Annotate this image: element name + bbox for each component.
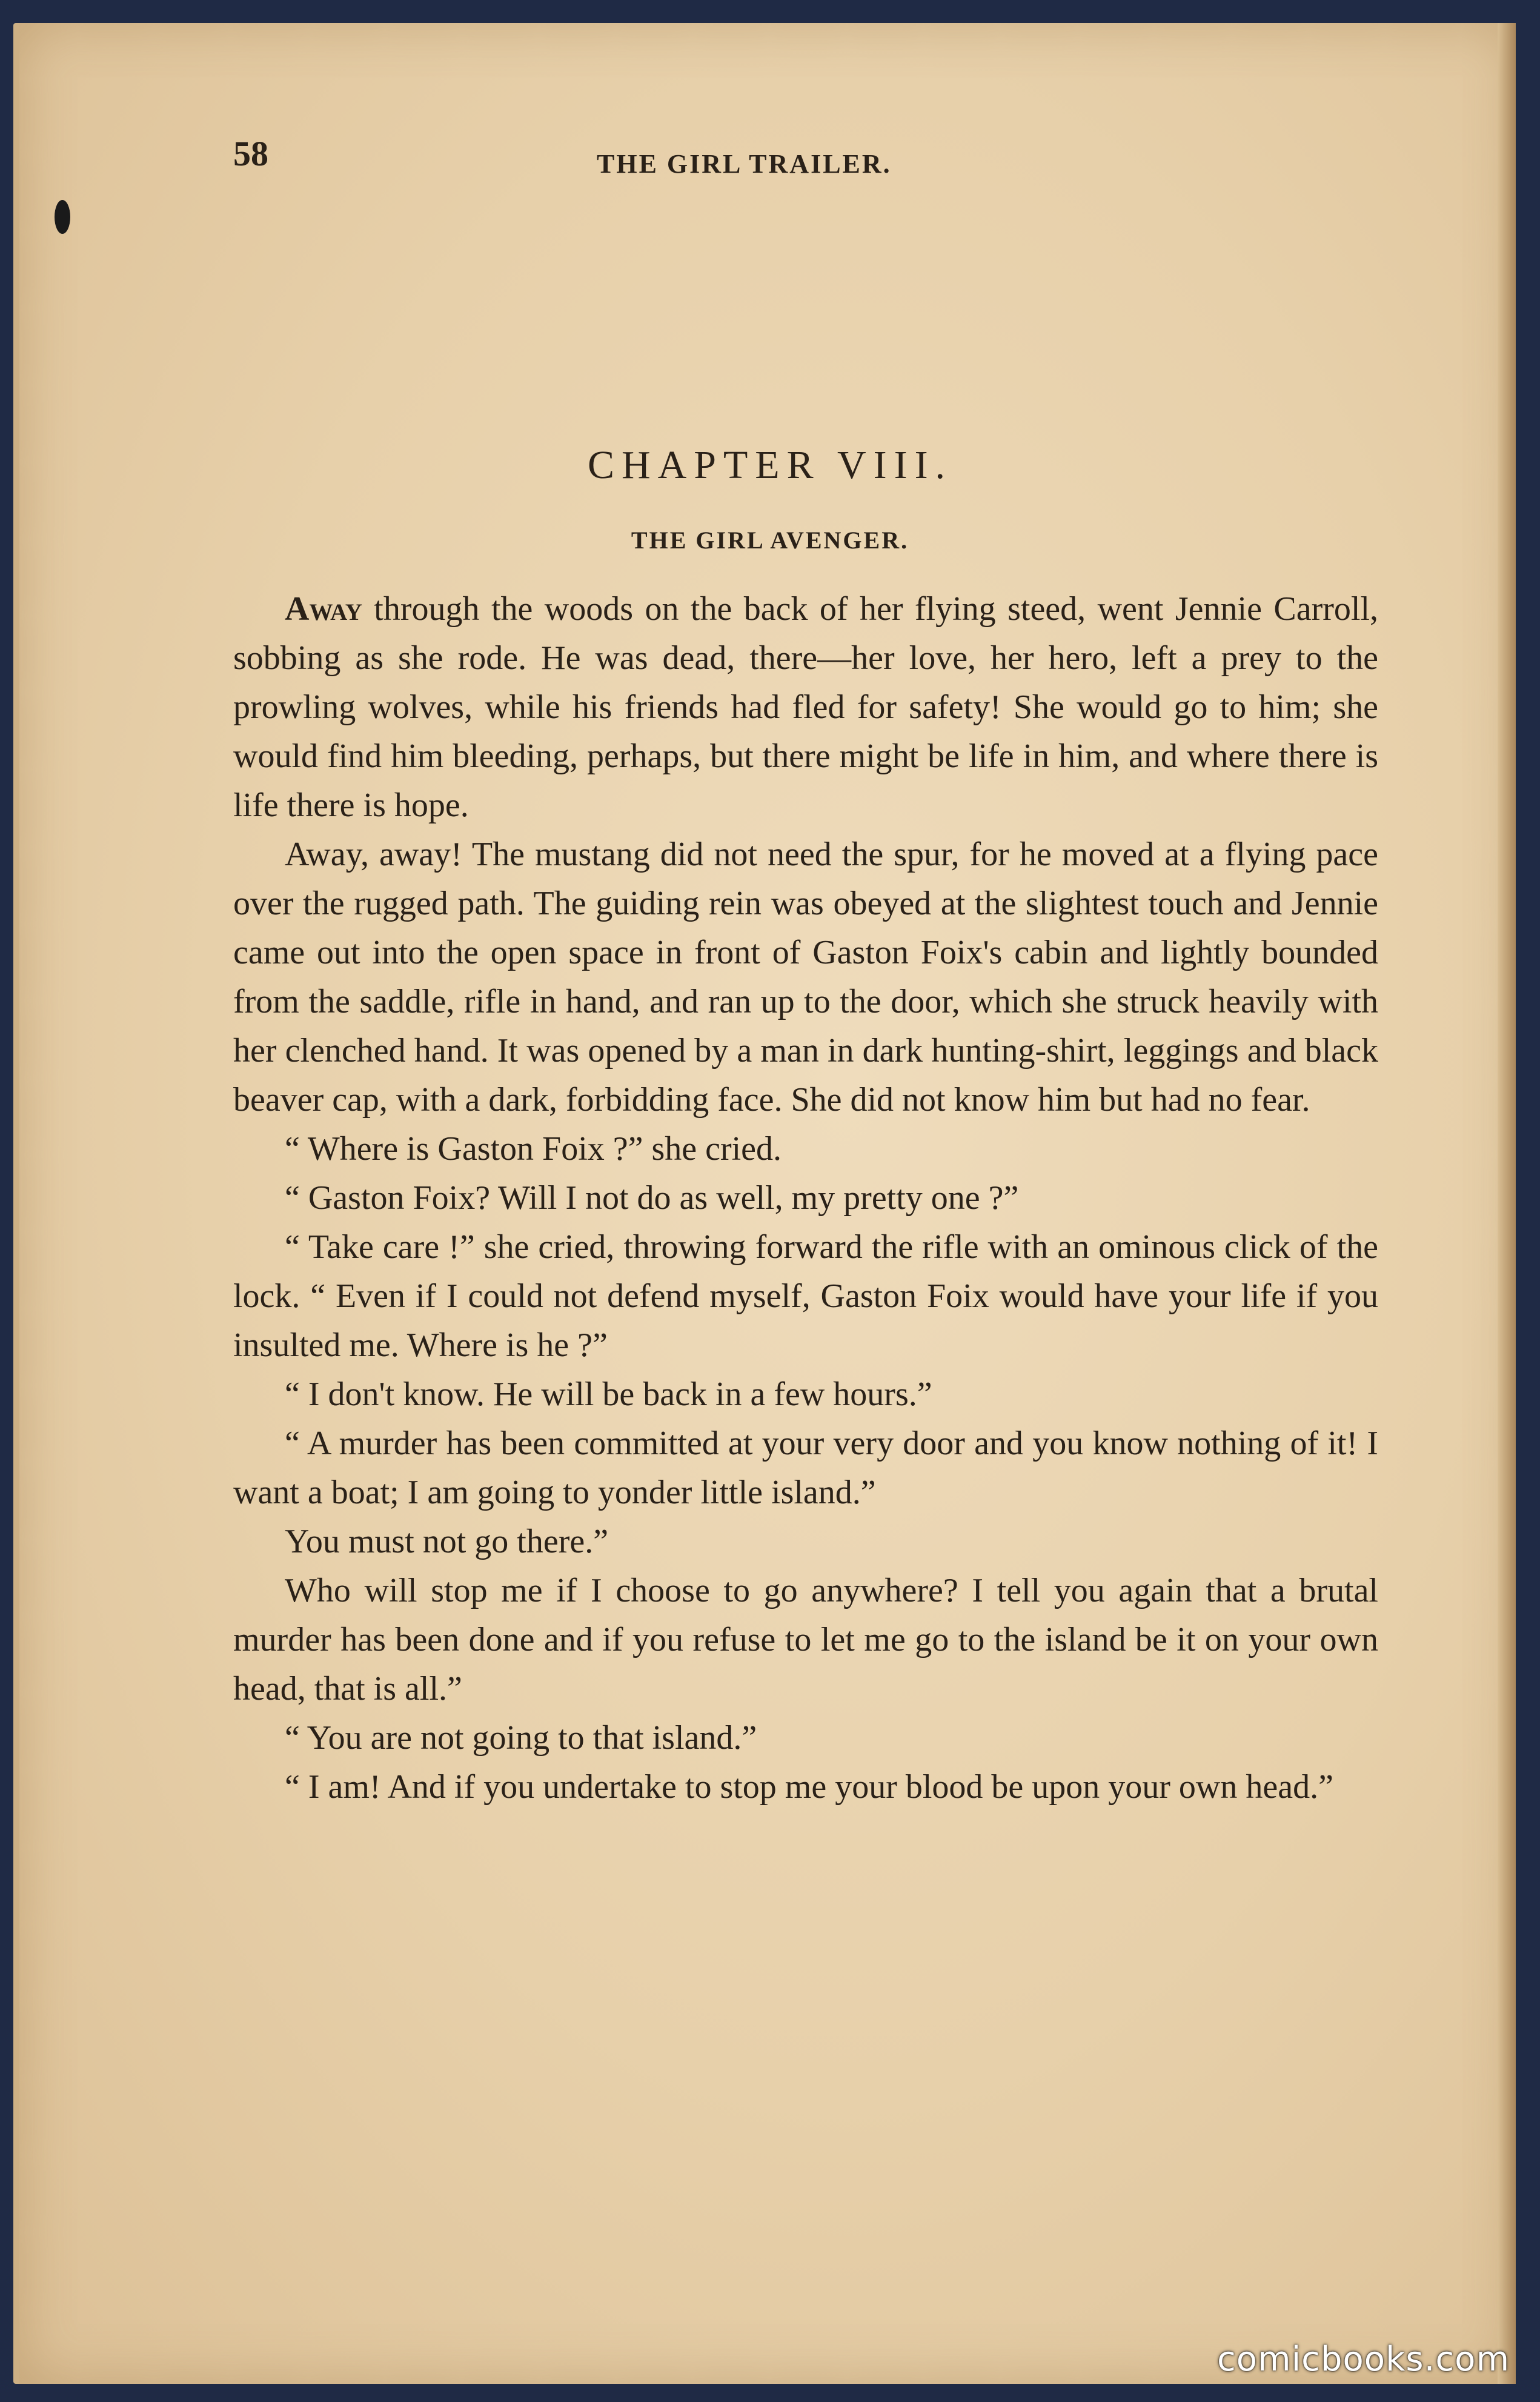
watermark: comicbooks.com <box>1216 2340 1510 2379</box>
page-spine-edge <box>1498 23 1516 2384</box>
binding-hole <box>55 200 70 234</box>
dropcap-word: Away <box>285 590 362 628</box>
paragraph: “ Where is Gaston Foix ?” she cried. <box>285 1130 782 1168</box>
chapter-title: CHAPTER VIII. <box>587 443 953 487</box>
paragraph: “ A murder has been committed at your very door and you know nothing of it! I want a boat; I am going to yonder little island.” <box>233 1425 1378 1511</box>
paragraph: “ You are not going to that island.” <box>285 1719 757 1757</box>
chapter-subtitle: THE GIRL AVENGER. <box>631 527 909 554</box>
paragraph: Away, away! The mustang did not need the spur, for he moved at a flying pace over the rugged path. The guiding rein was obeyed at the slightest touch and Jennie came out into the open space in front of Gaston Foix's cabin and lightly bounded from the saddle, rifle in hand, and ran up to the door, which she struck heavily with her clenched hand. It was opened by a man in dark hunting-shirt, leggings and black beaver cap, with a dark, forbidding face. She did not know him but had no fear. <box>233 836 1378 1119</box>
paragraph: “ Gaston Foix? Will I not do as well, my pretty one ?” <box>285 1179 1019 1217</box>
paragraph: “ Take care !” she cried, throwing forward the rifle with an ominous click of the lock. “ Even if I could not defend myself, Gaston Foix would have your life if you insulted me. Where is he ?” <box>233 1228 1378 1364</box>
body-text <box>233 585 1378 1812</box>
page-number: 58 <box>233 134 268 173</box>
paragraph-text: through the woods on the back of her flying steed, went Jennie Carroll, sobbing as she rode. He was dead, there—her love, her hero, left a prey to the prowling wolves, while his friends had fled for safety! She would go to him; she would find him bleeding, perhaps, but there might be life in him, and where there is life there is hope. <box>233 590 1378 824</box>
paragraph: “ I don't know. He will be back in a few hours.” <box>285 1376 932 1413</box>
paragraph: Who will stop me if I choose to go anywhere? I tell you again that a brutal murder has been done and if you refuse to let me go to the island be it on your own head, that is all.” <box>233 1572 1378 1708</box>
paragraph: “ I am! And if you undertake to stop me your blood be upon your own head.” <box>285 1768 1333 1806</box>
paragraph <box>233 585 1378 830</box>
running-head: THE GIRL TRAILER. <box>597 149 892 179</box>
paragraph: You must not go there.” <box>285 1523 609 1560</box>
